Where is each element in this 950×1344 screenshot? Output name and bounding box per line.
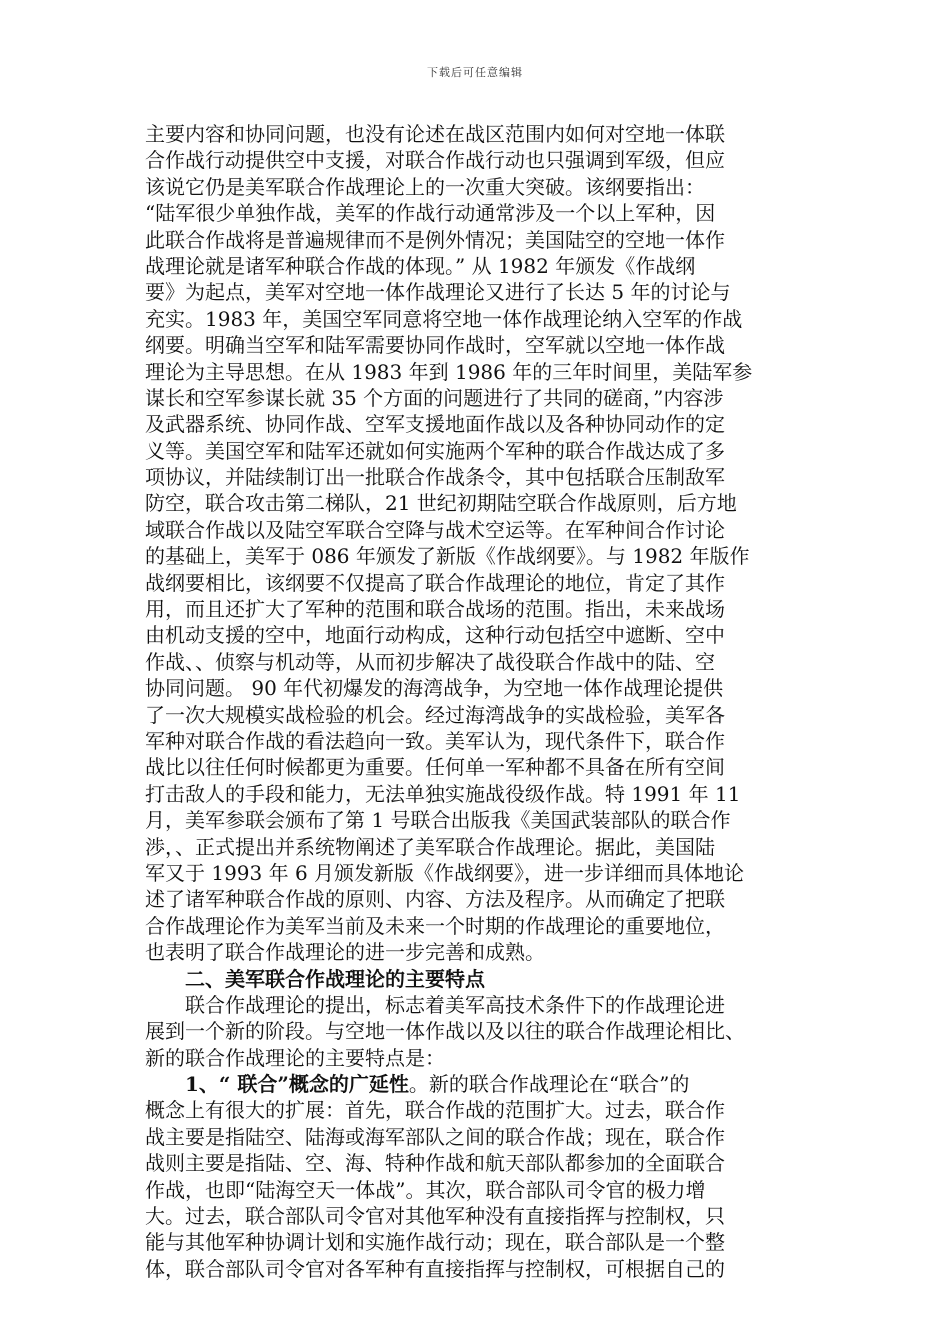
text-line: 战则主要是指陆、空、海、特种作战和航天部队都参加的全面联合 [145, 1151, 725, 1176]
text-line: 联合作战理论的提出，标志着美军高技术条件下的作战理论进 [185, 992, 725, 1017]
text-line: 由机动支援的空中，地面行动构成，这种行动包括空中遮断、空中 [145, 623, 725, 648]
point-1-first-line [145, 1071, 825, 1097]
text-line: 渉，、正式提出并系统物阐述了美军联合作战理论。据此，美国陆 [145, 834, 715, 859]
text-line: 也表明了联合作战理论的进一步完善和成熟。 [145, 940, 545, 965]
text-line: 战主要是指陆空、陆海或海军部队之间的联合作战；现在，联合作 [145, 1124, 725, 1149]
paragraph-section-intro [145, 992, 825, 1071]
text-line: 理论为主导思想。在从 1983 年到 1986 年的三年时间里，美陆军参 [145, 359, 753, 384]
text-line: 用，而且还扩大了军种的范围和联合战场的范围。指出，未来战场 [145, 597, 725, 622]
text-line: 战纲要相比，该纲要不仅提高了联合作战理论的地位，肯定了其作 [145, 570, 725, 595]
text-line: 该说它仍是美军联合作战理论上的一次重大突破。该纲要指出： [145, 174, 705, 199]
text-line: 主要内容和协同问题，也没有论述在战区范围内如何对空地一体联 [145, 122, 725, 146]
text-line: 作战、、侦察与机动等，从而初步解决了战役联合作战中的陆、空 [145, 649, 715, 674]
text-line: 军又于 1993 年 6 月颁发新版《作战纲要》，进一步详细而具体地论 [145, 860, 745, 885]
section-heading: 二、美军联合作战理论的主要特点 [185, 966, 485, 991]
text-line: 展到一个新的阶段。与空地一体作战以及以往的联合作战理论相比、 [145, 1019, 745, 1044]
text-line: 战理论就是诸军种联合作战的体现。” 从 1982 年颁发《作战纲 [145, 253, 696, 278]
text-line: 项协议，并陆续制订出一批联合作战条令，其中包括联合压制敌军 [145, 465, 725, 490]
text-line: 及武器系统、协同作战、空军支援地面作战以及各种协同动作的定 [145, 412, 725, 437]
text-line: 合作战行动提供空中支援，对联合作战行动也只强调到军级，但应 [145, 148, 725, 173]
text-line: 协同问题。 90 年代初爆发的海湾战争，为空地一体作战理论提供 [145, 676, 724, 701]
text-line: 新的联合作战理论的主要特点是： [145, 1045, 445, 1070]
text-line: “陆军很少单独作战，美军的作战行动通常涉及一个以上军种，因 [145, 201, 716, 226]
text-line: 战比以往任何时候都更为重要。任何单一军种都不具备在所有空间 [145, 755, 725, 780]
page-header: 下载后可任意编辑 [427, 66, 523, 79]
text-line: 月，美军参联会颁布了第 1 号联合出版我《美国武装部队的联合作 [145, 808, 731, 833]
text-line: 军种对联合作战的看法趋向一致。美军认为，现代条件下，联合作 [145, 728, 725, 753]
text-line: 作战，也即“陆海空天一体战”。其次，联合部队司令官的极力增 [145, 1177, 706, 1202]
body-text [145, 121, 825, 1282]
text-line: 能与其他军种协调计划和实施作战行动；现在，联合部队是一个整 [145, 1230, 725, 1255]
text-line: 谋长和空军参谋长就 35 个方面的问题进行了共同的磋商，”内容涉 [145, 385, 724, 410]
text-line: 此联合作战将是普遍规律而不是例外情况；美国陆空的空地一体作 [145, 227, 725, 252]
text-line: 了一次大规模实战检验的机会。经过海湾战争的实战检验，美军各 [145, 702, 725, 727]
text-line: 大。过去，联合部队司令官对其他军种没有直接指挥与控制权，只 [145, 1204, 725, 1229]
text-line: 的基础上，美军于 086 年颁发了新版《作战纲要》。与 1982 年版作 [145, 544, 750, 569]
text-line: 体，联合部队司令官对各军种有直接指挥与控制权，可根据自己的 [145, 1256, 725, 1281]
text-line: 述了诸军种联合作战的原则、内容、方法及程序。从而确定了把联 [145, 887, 725, 912]
point-1-rest: 。新的联合作战理论在“联合”的 [408, 1072, 690, 1097]
point-1-lead: 1、“ 联合”概念的广延性 [185, 1072, 409, 1097]
text-line: 防空，联合攻击第二梯队，21 世纪初期陆空联合作战原则，后方地 [145, 491, 737, 516]
text-line: 纲要。明确当空军和陆军需要协同作战时，空军就以空地一体作战 [145, 333, 725, 358]
paragraph-joint-ops-history [145, 121, 825, 966]
text-line: 充实。1983 年，美国空军同意将空地一体作战理论纳入空军的作战 [145, 306, 743, 331]
text-line: 概念上有很大的扩展：首先，联合作战的范围扩大。过去，联合作 [145, 1098, 725, 1123]
paragraph-point-1 [145, 1097, 825, 1282]
text-line: 义等。美国空军和陆军还就如何实施两个军种的联合作战达成了多 [145, 438, 725, 463]
text-line: 要》为起点，美军对空地一体作战理论又进行了长达 5 年的讨论与 [145, 280, 731, 305]
text-line: 域联合作战以及陆空军联合空降与战术空运等。在军种间合作讨论 [145, 517, 725, 542]
text-line: 合作战理论作为美军当前及未来一个时期的作战理论的重要地位， [145, 913, 725, 938]
text-line: 打击敌人的手段和能力，无法单独实施战役级作战。特 1991 年 11 [145, 781, 741, 806]
